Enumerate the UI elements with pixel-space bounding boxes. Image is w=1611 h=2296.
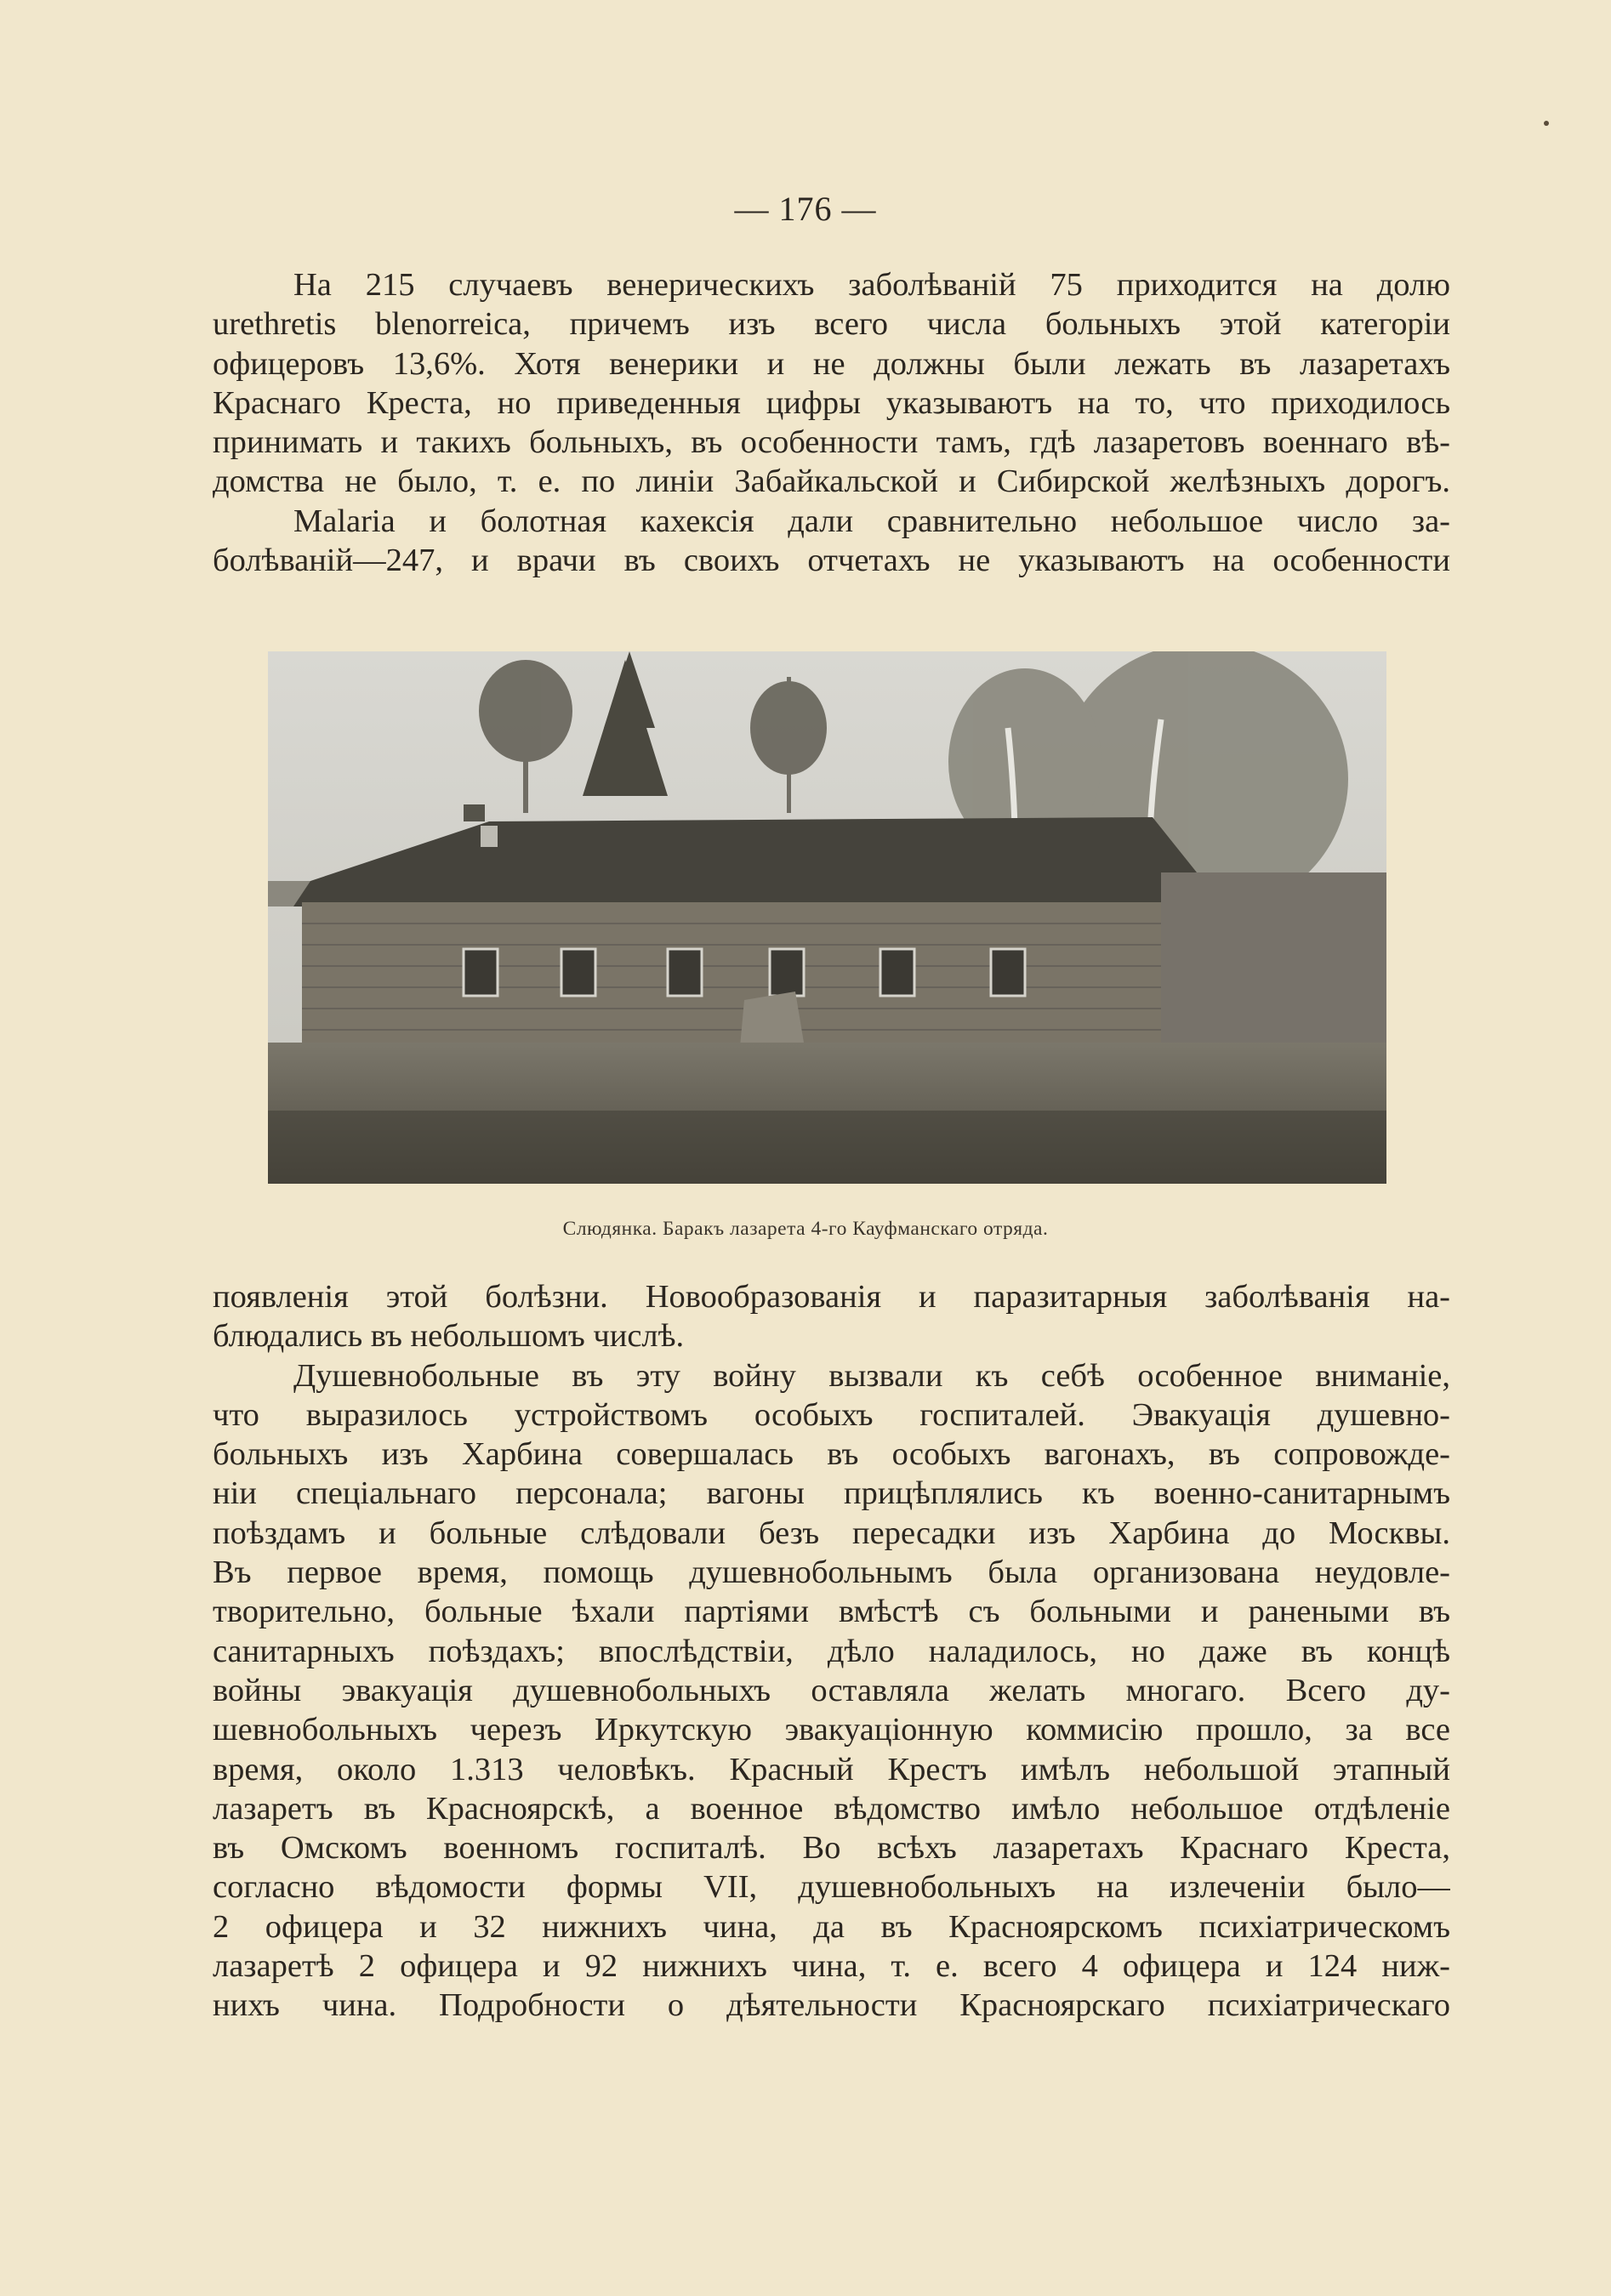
text-line: лазаретъ въ Красноярскѣ, а военное вѣдомство имѣло небольшое отдѣленіе (213, 1790, 1450, 1827)
text-line: санитарныхъ поѣздахъ; впослѣдствіи, дѣло наладилось, но даже въ концѣ (213, 1633, 1450, 1669)
text-line: urethretis blenorreica, причемъ изъ всего числа больныхъ этой категоріи (213, 306, 1450, 343)
text-block-top (213, 265, 1450, 580)
text-line: На 215 случаевъ венерическихъ заболѣваній 75 приходится на долю (293, 267, 1450, 303)
text-line: Въ первое время, помощь душевнобольнымъ была организована неудовле- (213, 1554, 1450, 1591)
text-line: болѣваній—247, и врачи въ своихъ отчетахъ не указываютъ на особенности (213, 543, 1450, 579)
page-number: — 176 — (734, 190, 877, 228)
text-line: Malaria и болотная кахексія дали сравнительно небольшое число за- (293, 503, 1450, 539)
text-line: Душевнобольные въ эту войну вызвали къ себѣ особенное вниманіе, (293, 1357, 1450, 1394)
text-line: войны эвакуація душевнобольныхъ оставляла желать многаго. Всего ду- (213, 1672, 1450, 1708)
paper-speck (1544, 121, 1549, 126)
text-line: нихъ чина. Подробности о дѣятельности Красноярскаго психіатрическаго (213, 1987, 1450, 2024)
photograph-barrack (268, 651, 1386, 1184)
text-line: 2 офицера и 32 нижнихъ чина, да въ Красноярскомъ психіатрическомъ (213, 1908, 1450, 1945)
text-line: офицеровъ 13,6%. Хотя венерики и не должны были лежать въ лазаретахъ (213, 345, 1450, 382)
text-line: творительно, больные ѣхали партіями вмѣстѣ съ больными и ранеными въ (213, 1594, 1450, 1630)
text-line: что выразилось устройствомъ особыхъ госпиталей. Эвакуація душевно- (213, 1396, 1450, 1433)
text-line: принимать и такихъ больныхъ, въ особенности тамъ, гдѣ лазаретовъ военнаго вѣ- (213, 424, 1450, 461)
text-line: Краснаго Креста, но приведенныя цифры указываютъ на то, что приходилось (213, 384, 1450, 421)
text-line: шевнобольныхъ черезъ Иркутскую эвакуаціонную коммисію прошло, за все (213, 1712, 1450, 1748)
text-line: въ Омскомъ военномъ госпиталѣ. Во всѣхъ лазаретахъ Краснаго Креста, (213, 1830, 1450, 1867)
text-line: больныхъ изъ Харбина совершалась въ особыхъ вагонахъ, въ сопровожде- (213, 1436, 1450, 1473)
text-line: домства не было, т. е. по линіи Забайкальской и Сибирской желѣзныхъ дорогъ. (213, 463, 1450, 500)
text-line: лазаретѣ 2 офицера и 92 нижнихъ чина, т. е. всего 4 офицера и 124 ниж- (213, 1948, 1450, 1985)
text-line: согласно вѣдомости формы VII, душевнобольныхъ на излеченіи было— (213, 1869, 1450, 1906)
text-line: блюдались въ небольшомъ числѣ. (213, 1318, 685, 1355)
text-line: появленія этой болѣзни. Новообразованія и паразитарныя заболѣванія на- (213, 1279, 1450, 1315)
text-line: ніи спеціальнаго персонала; вагоны прицѣплялись къ военно-санитарнымъ (213, 1475, 1450, 1512)
text-line: поѣздамъ и больные слѣдовали безъ пересадки изъ Харбина до Москвы. (213, 1515, 1450, 1551)
text-block-bottom (213, 1277, 1450, 2026)
text-line: время, около 1.313 человѣкъ. Красный Крестъ имѣлъ небольшой этапный (213, 1751, 1450, 1787)
photo-caption: Слюдянка. Баракъ лазарета 4-го Кауфманскаго отряда. (562, 1218, 1049, 1240)
